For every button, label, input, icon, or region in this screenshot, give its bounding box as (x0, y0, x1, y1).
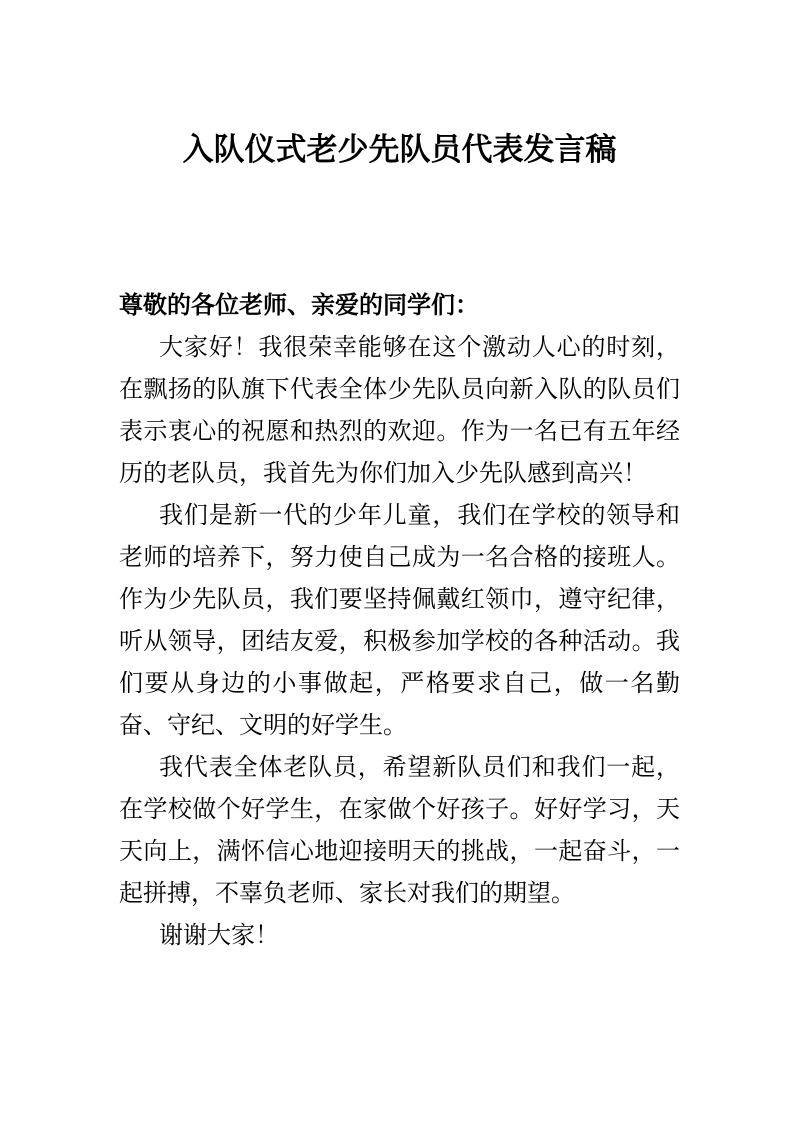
paragraph-pledge: 我们是新一代的少年儿童，我们在学校的领导和老师的培养下，努力使自己成为一名合格的接班人。作为少先队员，我们要坚持佩戴红领巾，遵守纪律，听从领导，团结友爱，积极参加学校的各种活动。我们要从身边的小事做起，严格要求自己，做一名勤奋、守纪、文明的好学生。 (119, 501, 680, 739)
document-title: 入队仪式老少先队员代表发言稿 (182, 132, 617, 167)
salutation-line: 尊敬的各位老师、亲爱的同学们： (119, 291, 479, 319)
closing-line: 谢谢大家！ (159, 921, 279, 949)
document-body (119, 285, 680, 957)
paragraph-greeting: 大家好！我很荣幸能够在这个激动人心的时刻，在飘扬的队旗下代表全体少先队员向新入队的队员们表示衷心的祝愿和热烈的欢迎。作为一名已有五年经历的老队员，我首先为你们加入少先队感到高兴！ (119, 333, 680, 487)
paragraph-hope: 我代表全体老队员，希望新队员们和我们一起，在学校做个好学生，在家做个好孩子。好好学习，天天向上，满怀信心地迎接明天的挑战，一起奋斗，一起拼搏，不辜负老师、家长对我们的期望。 (119, 753, 680, 907)
